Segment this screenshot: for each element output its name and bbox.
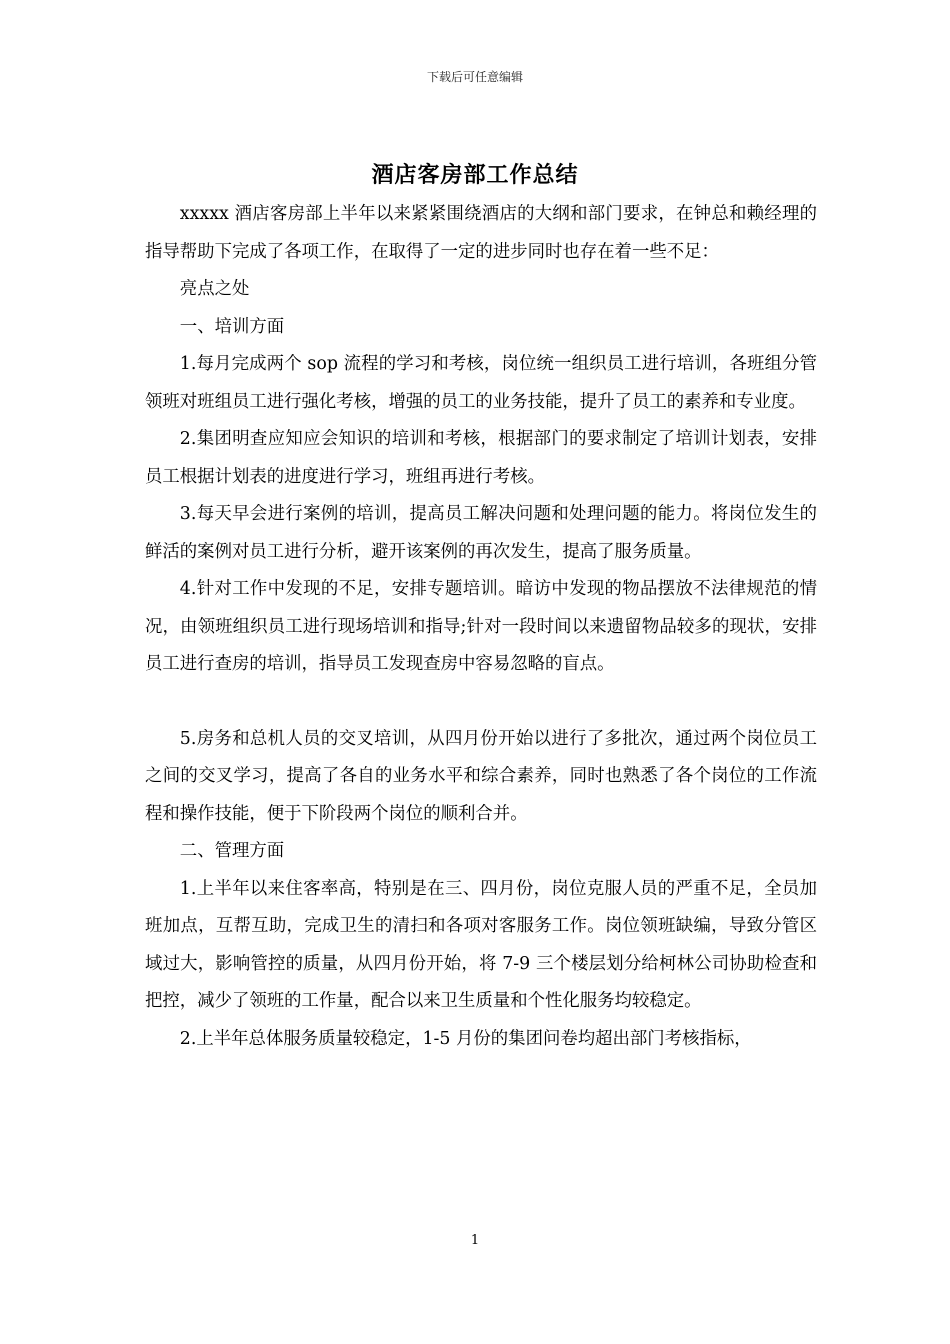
paragraph-training-3: 3.每天早会进行案例的培训，提高员工解决问题和处理问题的能力。将岗位发生的鲜活的案例对员工进行分析，避开该案例的再次发生，提高了服务质量。	[145, 504, 817, 562]
paragraph-training-5: 5.房务和总机人员的交叉培训，从四月份开始以进行了多批次，通过两个岗位员工之间的交叉学习，提高了各自的业务水平和综合素养，同时也熟悉了各个岗位的工作流程和操作技能，便于下阶段两个岗位的顺利合并。	[145, 728, 817, 824]
paragraph-section-management: 二、管理方面	[179, 841, 285, 861]
header-note: 下载后可任意编辑	[426, 70, 523, 84]
paragraph-highlights-heading: 亮点之处	[179, 279, 250, 299]
paragraph-management-2: 2.上半年总体服务质量较稳定，1-5 月份的集团问卷均超出部门考核指标，	[179, 1028, 752, 1049]
document-body	[145, 196, 817, 1058]
paragraph-management-1: 1.上半年以来住客率高，特别是在三、四月份，岗位克服人员的严重不足，全员加班加点，互帮互助，完成卫生的清扫和各项对客服务工作。岗位领班缺编，导致分管区域过大，影响管控的质量，从四月份开始，将 7-9 三个楼层划分给柯林公司协助检查和把控，减少了领班的工作量，配合以来卫生质量和个性化服务均较稳定。	[145, 878, 817, 1011]
paragraph-training-2: 2.集团明查应知应会知识的培训和考核，根据部门的要求制定了培训计划表，安排员工根据计划表的进度进行学习，班组再进行考核。	[145, 429, 817, 487]
paragraph-section-training: 一、培训方面	[179, 316, 285, 337]
paragraph-intro: xxxxx 酒店客房部上半年以来紧紧围绕酒店的大纲和部门要求，在钟总和赖经理的指导帮助下完成了各项工作，在取得了一定的进步同时也存在着一些不足：	[145, 204, 817, 262]
page-number: 1	[470, 1233, 480, 1248]
paragraph-training-4: 4.针对工作中发现的不足，安排专题培训。暗访中发现的物品摆放不法律规范的情况，由领班组织员工进行现场培训和指导;针对一段时间以来遗留物品较多的现状，安排员工进行查房的培训，指导员工发现查房中容易忽略的盲点。	[145, 579, 817, 674]
paragraph-gap	[145, 684, 817, 721]
document-title: 酒店客房部工作总结	[371, 162, 579, 188]
paragraph-training-1: 1.每月完成两个 sop 流程的学习和考核，岗位统一组织员工进行培训，各班组分管领班对班组员工进行强化考核，增强的员工的业务技能，提升了员工的素养和专业度。	[145, 354, 817, 412]
